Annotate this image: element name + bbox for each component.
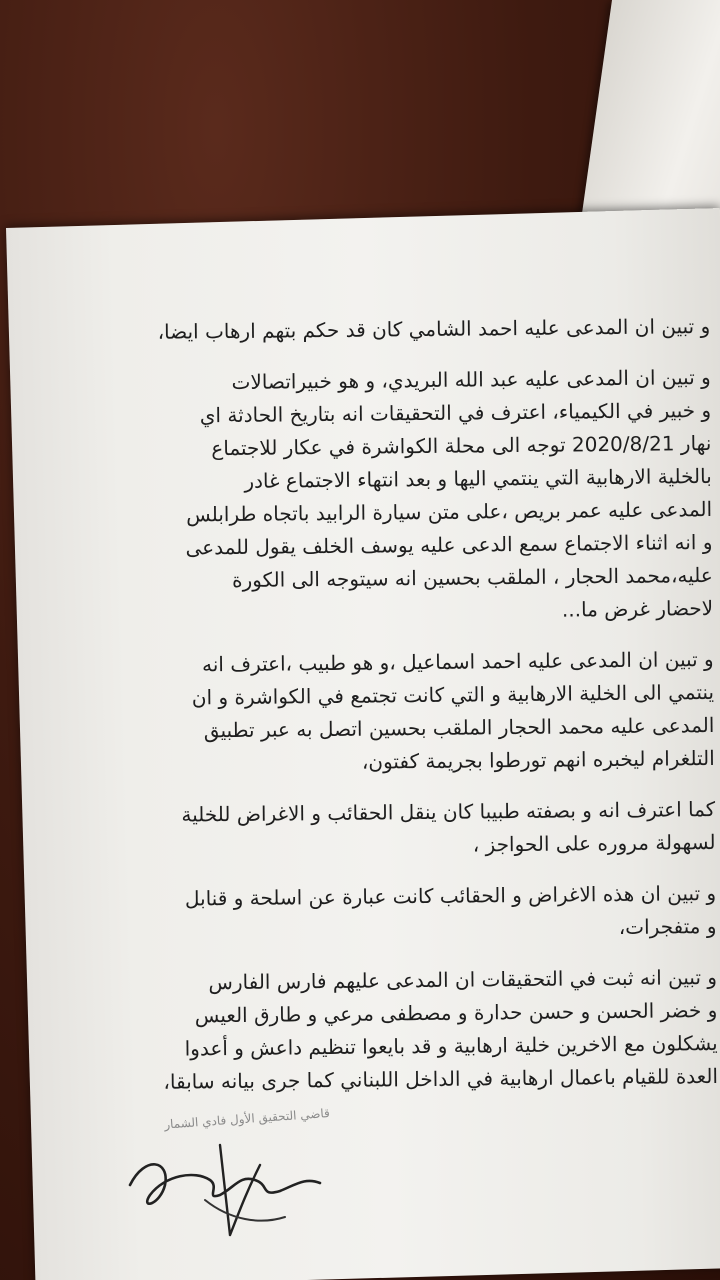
document-body	[62, 310, 718, 1118]
text-line: و تبين انه ثبت في التحقيقات ان المدعى عليهم فارس الفارس	[208, 964, 718, 995]
paragraph-4	[67, 793, 716, 866]
paragraph-3	[66, 643, 715, 782]
text-line: المدعى عليه محمد الحجار الملقب بحسين اتصل به عبر تطبيق	[203, 712, 715, 743]
text-line: المدعى عليه عمر بريص ،على متن سيارة الرابيد باتجاه طرابلس	[186, 496, 713, 527]
text-line: يشكلون مع الاخرين خلية ارهابية و قد بايعوا تنظيم داعش و أعدوا	[184, 1030, 718, 1061]
text-line: لاحضار غرض ما...	[561, 595, 714, 622]
text-line: و تبين ان المدعى عليه عبد الله البريدي، و هو خبيراتصالات	[231, 364, 711, 395]
paragraph-6	[69, 961, 718, 1100]
text-line: لسهولة مروره على الحواجز ،	[472, 829, 716, 857]
text-line: و تبين ان هذه الاغراض و الحقائب كانت عبارة عن اسلحة و قنابل	[184, 880, 717, 911]
text-line: و خبير في الكيمياء، اعترف في التحقيقات انه بتاريخ الحادثة اي	[199, 397, 712, 428]
text-line: العدة للقيام باعمال ارهابية في الداخل اللبناني كما جرى بيانه سابقا،	[163, 1063, 719, 1094]
text-line: كما اعترف انه و بصفته طبيبا كان ينقل الحقائب و الاغراض للخلية	[181, 796, 716, 827]
text-line: و تبين ان المدعى عليه احمد الشامي كان قد حكم بتهم ارهاب ايضا،	[157, 313, 711, 344]
handwritten-signature-icon	[110, 1125, 340, 1245]
text-line: بالخلية الارهابية التي ينتمي اليها و بعد انتهاء الاجتماع غادر	[244, 463, 712, 493]
paragraph-2	[63, 361, 714, 632]
paragraph-5	[68, 877, 717, 950]
text-line: التلغرام ليخبره انهم تورطوا بجريمة كفتون،	[361, 745, 715, 774]
signature-block	[110, 1105, 340, 1245]
text-line: ينتمي الى الخلية الارهابية و التي كانت تجتمع في الكواشرة و ان	[191, 679, 715, 710]
text-line: و متفجرات،	[618, 913, 717, 939]
paragraph-1	[62, 310, 710, 350]
text-line: عليه،محمد الحجار ، الملقب بحسين انه سيتوجه الى الكورة	[231, 562, 713, 593]
text-line: و تبين ان المدعى عليه احمد اسماعيل ،و هو طبيب ،اعترف انه	[201, 646, 714, 677]
text-line: و خضر الحسن و حسن حدارة و مصطفى مرعي و طارق العيس	[194, 997, 718, 1028]
text-line: و انه اثناء الاجتماع سمع الدعى عليه يوسف الخلف يقول للمدعى	[185, 529, 713, 560]
text-line: نهار 2020/8/21 توجه الى محلة الكواشرة في عكار للاجتماع	[211, 430, 712, 461]
judge-stamp: قاضي التحقيق الأول فادي الشمار	[163, 1106, 331, 1132]
